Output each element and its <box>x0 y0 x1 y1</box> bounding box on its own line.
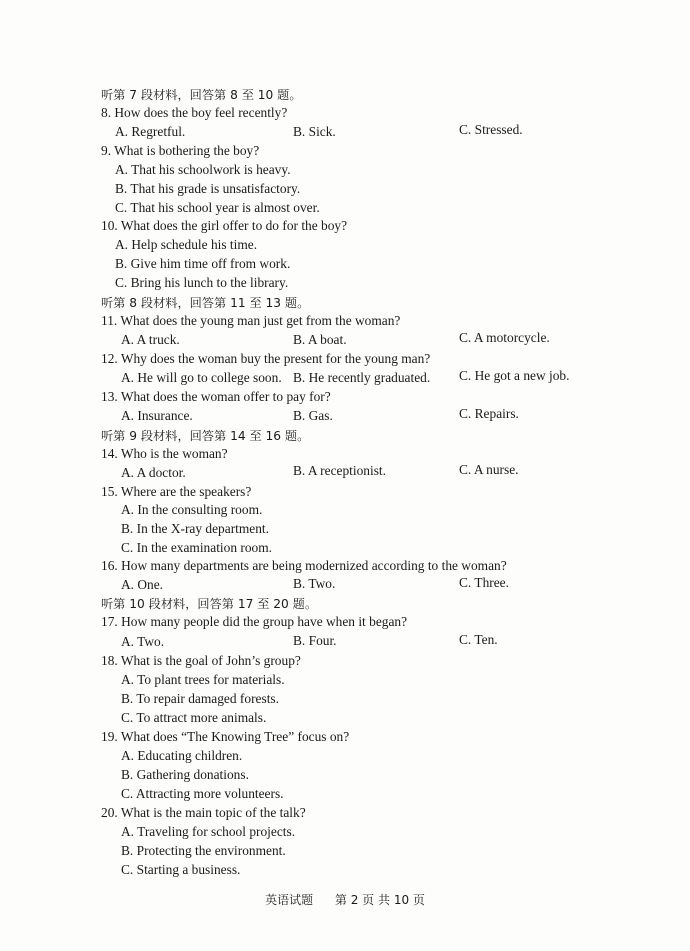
option-a: A. A doctor. <box>121 465 186 480</box>
option-c: C. A nurse. <box>459 462 519 477</box>
question-stem: 12. Why does the woman buy the present for the young man? <box>101 351 431 366</box>
question-stem: 16. How many departments are being modernized according to the woman? <box>101 558 507 573</box>
question-stem: 11. What does the young man just get from the woman? <box>101 313 401 328</box>
section-header: 听第 8 段材料，回答第 11 至 13 题。 <box>101 296 310 310</box>
option-c: C. Bring his lunch to the library. <box>115 275 289 290</box>
option-c: C. Repairs. <box>459 406 519 421</box>
option-c: C. A motorcycle. <box>459 330 550 345</box>
option-a: A. Insurance. <box>121 408 193 423</box>
option-a: A. In the consulting room. <box>121 502 263 517</box>
question-stem: 14. Who is the woman? <box>101 446 228 461</box>
section-header: 听第 10 段材料，回答第 17 至 20 题。 <box>101 597 318 611</box>
question-stem: 19. What does “The Knowing Tree” focus on? <box>101 729 350 744</box>
footer-page-number: 第 2 页 共 10 页 <box>334 893 425 907</box>
option-c: C. Three. <box>459 575 509 590</box>
option-c: C. In the examination room. <box>121 540 272 555</box>
option-b: B. Sick. <box>293 124 336 139</box>
option-c: C. Ten. <box>459 632 498 647</box>
question-stem: 10. What does the girl offer to do for the boy? <box>101 218 348 233</box>
option-a: A. Help schedule his time. <box>115 237 258 252</box>
page-footer <box>0 891 690 908</box>
option-b: B. Gathering donations. <box>121 767 249 782</box>
question-stem: 18. What is the goal of John’s group? <box>101 653 301 668</box>
option-c: C. To attract more animals. <box>121 710 267 725</box>
option-b: B. To repair damaged forests. <box>121 691 279 706</box>
question-stem: 15. Where are the speakers? <box>101 484 252 499</box>
question-stem: 13. What does the woman offer to pay for? <box>101 389 331 404</box>
option-c: C. That his school year is almost over. <box>115 200 320 215</box>
option-b: B. He recently graduated. <box>293 370 431 385</box>
footer-title: 英语试题 <box>265 893 314 907</box>
option-b: B. Four. <box>293 633 337 648</box>
section-header: 听第 9 段材料，回答第 14 至 16 题。 <box>101 429 310 443</box>
option-b: B. A boat. <box>293 332 347 347</box>
option-c: C. Attracting more volunteers. <box>121 786 284 801</box>
option-a: A. That his schoolwork is heavy. <box>115 162 291 177</box>
option-c: C. Starting a business. <box>121 862 241 877</box>
question-stem: 8. How does the boy feel recently? <box>101 105 288 120</box>
section-header: 听第 7 段材料，回答第 8 至 10 题。 <box>101 88 302 102</box>
option-b: B. Protecting the environment. <box>121 843 286 858</box>
option-b: B. Two. <box>293 576 336 591</box>
option-c: C. He got a new job. <box>459 368 570 383</box>
option-a: A. One. <box>121 577 164 592</box>
option-b: B. A receptionist. <box>293 463 386 478</box>
question-stem: 9. What is bothering the boy? <box>101 143 260 158</box>
question-stem: 17. How many people did the group have when it began? <box>101 614 408 629</box>
option-a: A. Educating children. <box>121 748 243 763</box>
option-a: A. Traveling for school projects. <box>121 824 296 839</box>
option-a: A. To plant trees for materials. <box>121 672 285 687</box>
option-c: C. Stressed. <box>459 122 523 137</box>
option-b: B. Give him time off from work. <box>115 256 291 271</box>
question-stem: 20. What is the main topic of the talk? <box>101 805 306 820</box>
option-a: A. Regretful. <box>115 124 186 139</box>
option-b: B. In the X-ray department. <box>121 521 269 536</box>
option-a: A. He will go to college soon. <box>121 370 282 385</box>
option-b: B. That his grade is unsatisfactory. <box>115 181 301 196</box>
option-a: A. Two. <box>121 634 165 649</box>
option-a: A. A truck. <box>121 332 180 347</box>
option-b: B. Gas. <box>293 408 333 423</box>
